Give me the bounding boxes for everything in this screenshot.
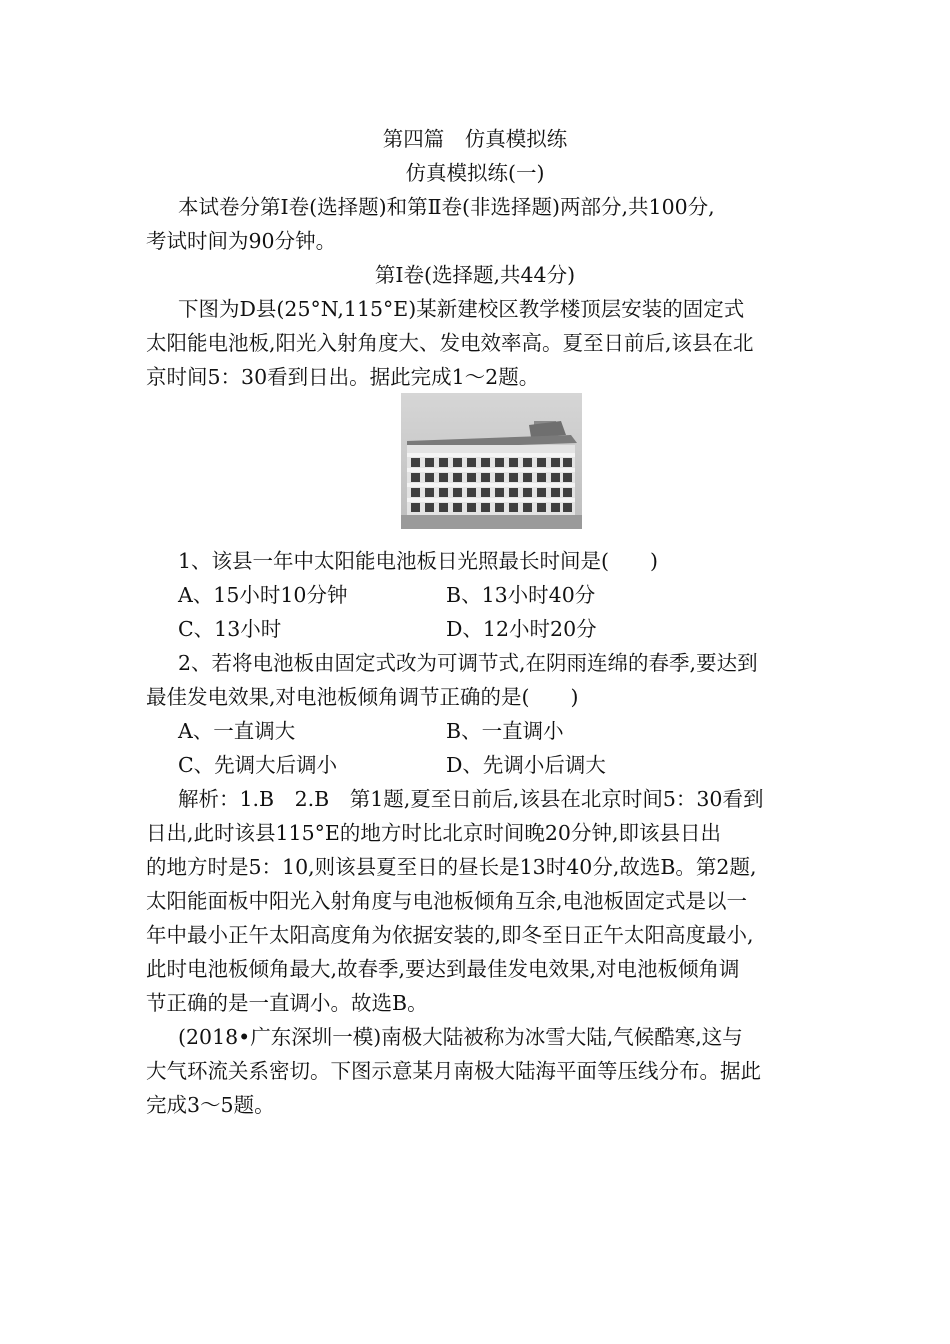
- q2-stem-line-1: 2、若将电池板由固定式改为可调节式,在阴雨连绵的春季,要达到: [178, 651, 758, 675]
- analysis-line-6: 此时电池板倾角最大,故春季,要达到最佳发电效果,对电池板倾角调: [146, 957, 740, 981]
- intro-line-1: 本试卷分第Ⅰ卷(选择题)和第Ⅱ卷(非选择题)两部分,共100分,: [178, 195, 715, 219]
- q2-option-d: D、先调小后调大: [446, 753, 606, 777]
- q1-option-a: A、15小时10分钟: [178, 583, 348, 607]
- passage2-line-3: 完成3～5题。: [146, 1093, 275, 1117]
- building-image-icon: [401, 393, 582, 529]
- passage2-line-2: 大气环流关系密切。下图示意某月南极大陆海平面等压线分布。据此: [146, 1059, 761, 1083]
- exam-title: 仿真模拟练(一): [405, 161, 545, 185]
- analysis-line-7: 节正确的是一直调小。故选B。: [146, 991, 428, 1015]
- q1-stem: 1、该县一年中太阳能电池板日光照最长时间是( ): [178, 549, 659, 573]
- analysis-line-1: 解析：1.B 2.B 第1题,夏至日前后,该县在北京时间5：30看到: [178, 787, 764, 811]
- q1-option-d: D、12小时20分: [446, 617, 597, 641]
- passage1-line-3: 京时间5：30看到日出。据此完成1～2题。: [146, 365, 540, 389]
- analysis-line-5: 年中最小正午太阳高度角为依据安装的,即冬至日正午太阳高度最小,: [146, 923, 754, 947]
- q1-option-c: C、13小时: [178, 617, 282, 641]
- analysis-line-2: 日出,此时该县115°E的地方时比北京时间晚20分钟,即该县日出: [146, 821, 721, 845]
- passage1-line-2: 太阳能电池板,阳光入射角度大、发电效率高。夏至日前后,该县在北: [146, 331, 754, 355]
- passage2-line-1: (2018•广东深圳一模)南极大陆被称为冰雪大陆,气候酷寒,这与: [178, 1025, 743, 1049]
- q2-option-c: C、先调大后调小: [178, 753, 338, 777]
- analysis-line-4: 太阳能面板中阳光入射角度与电池板倾角互余,电池板固定式是以一: [146, 889, 748, 913]
- school-building-photo: [401, 393, 582, 529]
- passage1-line-1: 下图为D县(25°N,115°E)某新建校区教学楼顶层安装的固定式: [178, 297, 745, 321]
- part-title: 第四篇 仿真模拟练: [382, 127, 568, 151]
- section-title: 第Ⅰ卷(选择题,共44分): [374, 263, 576, 287]
- q2-option-b: B、一直调小: [446, 719, 564, 743]
- analysis-line-3: 的地方时是5：10,则该县夏至日的昼长是13时40分,故选B。第2题,: [146, 855, 757, 879]
- intro-line-2: 考试时间为90分钟。: [146, 229, 337, 253]
- q2-option-a: A、一直调大: [178, 719, 296, 743]
- q2-stem-line-2: 最佳发电效果,对电池板倾角调节正确的是( ): [146, 685, 579, 709]
- q1-option-b: B、13小时40分: [446, 583, 596, 607]
